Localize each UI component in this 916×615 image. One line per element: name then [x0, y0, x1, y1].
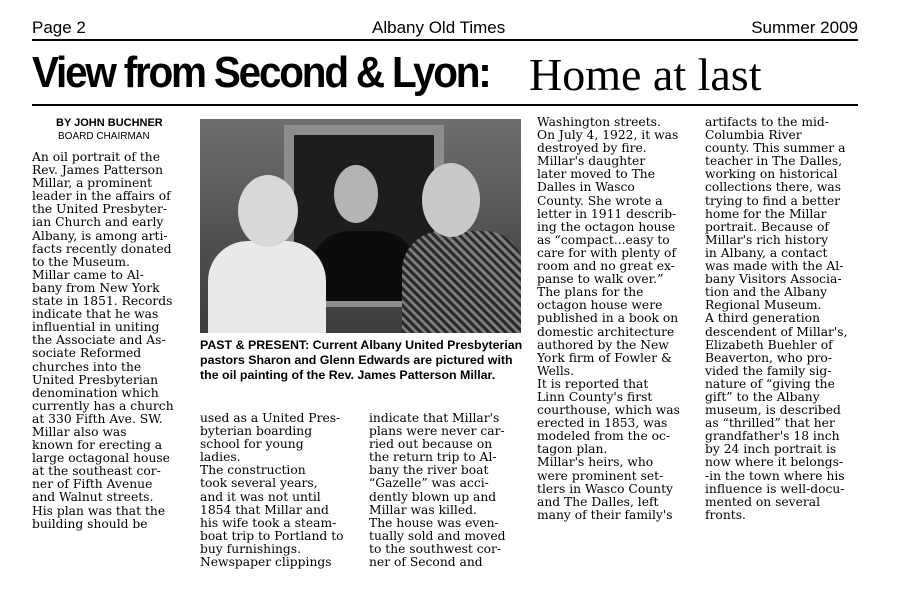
headline-rule [32, 104, 858, 106]
person-right-head [422, 163, 480, 237]
article-column-4: Washington streets. On July 4, 1922, it was destroyed by fire. Millar's daughter later moved to The Dalles in Wasco County. She wrote a letter in 1911 describ- ing the octagon house as “compact...easy to care for with plenty of room and no great ex- panse to walk over.” The plans for the octagon house were published in a book on domestic architecture authored by the New York firm of Fowler & Wells. It is reported that Linn County's first courthouse, which was erected in 1853, was modeled from the oc- tagon plan. Millar's heirs, who were prominent set- tlers in Wasco County and The Dalles, left many of their family's [537, 116, 680, 522]
author-title: BOARD CHAIRMAN [58, 131, 150, 142]
header-rule [32, 39, 858, 41]
headline-light: Home at last [529, 49, 762, 100]
page-number: Page 2 [32, 18, 86, 37]
person-left-body [208, 241, 326, 333]
portrait-face [334, 165, 378, 223]
article-photo [200, 119, 521, 333]
article-column-5: artifacts to the mid- Columbia River county. This summer a teacher in The Dalles, working on historical collections there, was trying to find a better home for the Millar portrait. Because of Millar's rich history in Albany, a contact was made with the Al- bany Visitors Associa- tion and the Albany Regional Museum. A third generation descendent of Millar's, Elizabeth Buehler of Beaverton, who pro- vided the family sig- nature of “giving the gift” to the Albany museum, is described as “thrilled” that her grandfather's 18 inch by 24 inch portrait is now where it belongs- -in the town where his influence is well-docu- mented on several fronts. [705, 116, 848, 522]
article-column-1: An oil portrait of the Rev. James Patterson Millar, a prominent leader in the affairs of the United Presbyter- ian Church and early Albany, is among arti- facts recently donated to the Museum. Millar came to Al- bany from New York state in 1851. Records indicate that he was influential in uniting the Associate and As- sociate Reformed churches into the United Presbyterian denomination which currently has a church at 330 Fifth Ave. SW. Millar also was known for erecting a large octagonal house at the southeast cor- ner of Fifth Avenue and Walnut streets. His plan was that the building should be [32, 151, 174, 531]
byline: BY JOHN BUCHNER [56, 117, 163, 129]
person-left-head [238, 175, 298, 247]
article-column-3: indicate that Millar's plans were never car- ried out because on the return trip to Al- bany the river boat “Gazelle” was acci- dently blown up and Millar was killed. The house was even- tually sold and moved to the southwest cor- ner of Second and [369, 412, 506, 570]
issue-date: Summer 2009 [751, 18, 858, 37]
headline [32, 48, 762, 100]
headline-bold: View from Second & Lyon: [32, 48, 490, 97]
photo-caption: PAST & PRESENT: Current Albany United Presbyterian pastors Sharon and Glenn Edwards are pictured with the oil painting of the Rev. James Patterson Millar. [200, 338, 523, 383]
running-header [32, 14, 858, 38]
article-column-2: used as a United Pres- byterian boarding school for young ladies. The construction took several years, and it was not until 1854 that Millar and his wife took a steam- boat trip to Portland to buy furnishings. Newspaper clippings [200, 412, 344, 570]
person-right-body [402, 231, 521, 333]
publication-name: Albany Old Times [372, 18, 506, 37]
